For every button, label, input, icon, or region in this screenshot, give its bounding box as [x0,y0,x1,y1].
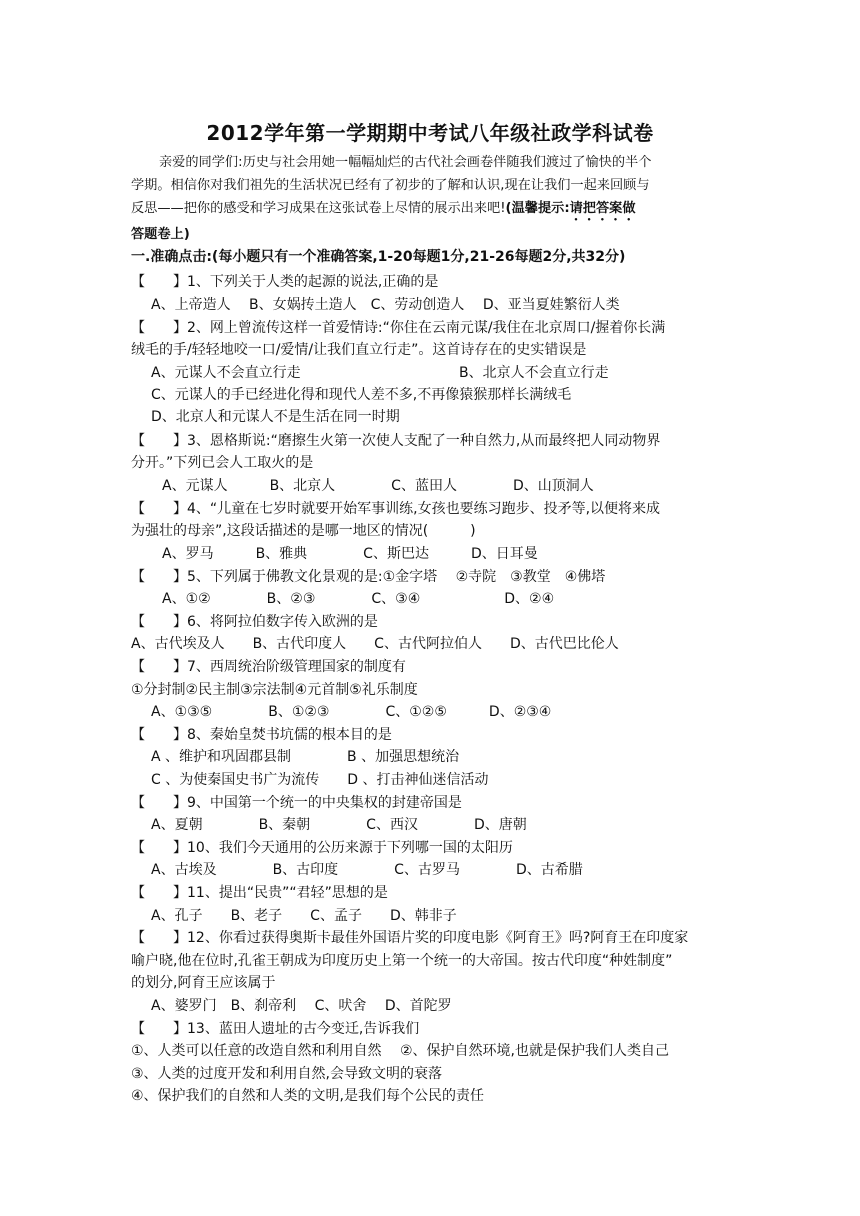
intro-text-1: 亲爱的同学们:历史与社会用她一幅幅灿烂的古代社会画卷伴随我们渡过了愉快的半个 [159,155,652,170]
exam-title: 2012学年第一学期期中考试八年级社政学科试卷 [206,121,654,145]
question-9-options: A、夏朝 B、秦朝 C、西汉 D、唐朝 [151,817,527,833]
intro-line-3 [131,198,731,224]
question-12: 【 】12、你看过获得奥斯卡最佳外国语片奖的印度电影《阿育王》吗?阿育王在印度家 [131,930,689,946]
question-2-option-d: D、北京人和元谋人不是生活在同一时期 [151,409,400,425]
section-heading: 一.准确点击:(每小题只有一个准确答案,1-20每题1分,21-26每题2分,共32分) [131,249,626,265]
question-13-item-4: ④、保护我们的自然和人类的文明,是我们每个公民的责任 [131,1088,484,1104]
question-2-option-a: A、元谋人不会直立行走 [151,365,301,381]
question-13-item-1-2: ①、人类可以任意的改造自然和利用自然 ②、保护自然环境,也就是保护我们人类自己 [131,1043,669,1059]
question-6-options: A、古代埃及人 B、古代印度人 C、古代阿拉伯人 D、古代巴比伦人 [131,636,619,652]
question-8-options-ab: A 、维护和巩固郡县制 B 、加强思想统治 [151,749,460,765]
question-5-options: A、①② B、②③ C、③④ D、②④ [162,591,555,607]
question-7-options: A、①③⑤ B、①②③ C、①②⑤ D、②③④ [151,704,552,720]
question-2-cont: 绒毛的手/轻轻地咬一口/爱情/让我们直立行走”。这首诗存在的史实错误是 [131,342,587,358]
question-7: 【 】7、西周统治阶级管理国家的制度有 [131,659,406,675]
question-4-options: A、罗马 B、雅典 C、斯巴达 D、日耳曼 [162,546,538,562]
question-2: 【 】2、网上曾流传这样一首爱情诗:“你住在云南元谋/我住在北京周口/握着你长满 [131,320,666,336]
tip-label: (温馨提示: [505,200,570,216]
question-2-option-c: C、元谋人的手已经进化得和现代人差不多,不再像猿猴那样长满绒毛 [151,387,572,403]
question-11: 【 】11、提出“民贵”“君轻”思想的是 [131,885,388,901]
question-4: 【 】4、“儿童在七岁时就要开始军事训练,女孩也要练习跑步、投矛等,以便将来成 [131,501,661,517]
question-11-options: A、孔子 B、老子 C、孟子 D、韩非子 [151,908,457,924]
question-13-item-3: ③、人类的过度开发和利用自然,会导致文明的衰落 [131,1066,442,1082]
question-5: 【 】5、下列属于佛教文化景观的是:①金字塔 ②寺院 ③教堂 ④佛塔 [131,569,606,585]
intro-text-3: 反思——把你的感受和学习成果在这张试卷上尽情的展示出来吧! [131,200,506,216]
tip-text: 请把答案做 [569,200,636,216]
question-8-options-cd: C 、为使秦国史书广为流传 D 、打击神仙迷信活动 [151,772,489,788]
question-3-options: A、元谋人 B、北京人 C、蓝田人 D、山顶洞人 [162,478,594,494]
intro-line-2: 学期。相信你对我们祖先的生活状况已经有了初步的了解和认识,现在让我们一起来回顾与 [131,177,650,193]
question-10-options: A、古埃及 B、古印度 C、古罗马 D、古希腊 [151,862,583,878]
question-9: 【 】9、中国第一个统一的中央集权的封建帝国是 [131,795,462,811]
question-12-cont-2: 的划分,阿育王应该属于 [131,975,276,991]
question-13: 【 】13、蓝田人遗址的古今变迁,告诉我们 [131,1021,420,1037]
question-12-cont-1: 喻户晓,他在位时,孔雀王朝成为印度历史上第一个统一的大帝国。按古代印度“种姓制度” [131,953,673,969]
question-6: 【 】6、将阿拉伯数字传入欧洲的是 [131,614,378,630]
intro-line-1 [131,152,731,175]
question-2-option-b: B、北京人不会直立行走 [459,365,609,381]
question-3: 【 】3、恩格斯说:“磨擦生火第一次使人支配了一种自然力,从而最终把人同动物界 [131,433,661,449]
intro-paragraph [131,152,731,246]
question-8: 【 】8、秦始皇焚书坑儒的根本目的是 [131,727,392,743]
question-4-cont: 为强壮的母亲”,这段话描述的是哪一地区的情况( ) [131,523,476,539]
question-1-options: A、上帝造人 B、女娲抟土造人 C、劳动创造人 D、亚当夏娃繁衍人类 [151,297,620,313]
intro-line-4 [131,224,731,247]
question-12-options: A、婆罗门 B、刹帝利 C、吠舍 D、首陀罗 [151,998,452,1014]
intro-text-4: 答题卷上) [131,226,190,242]
question-3-cont: 分开。”下列已会人工取火的是 [131,455,314,471]
question-10: 【 】10、我们今天通用的公历来源于下列哪一国的太阳历 [131,840,513,856]
question-1: 【 】1、下列关于人类的起源的说法,正确的是 [131,274,439,290]
question-7-items: ①分封制②民主制③宗法制④元首制⑤礼乐制度 [131,682,418,698]
